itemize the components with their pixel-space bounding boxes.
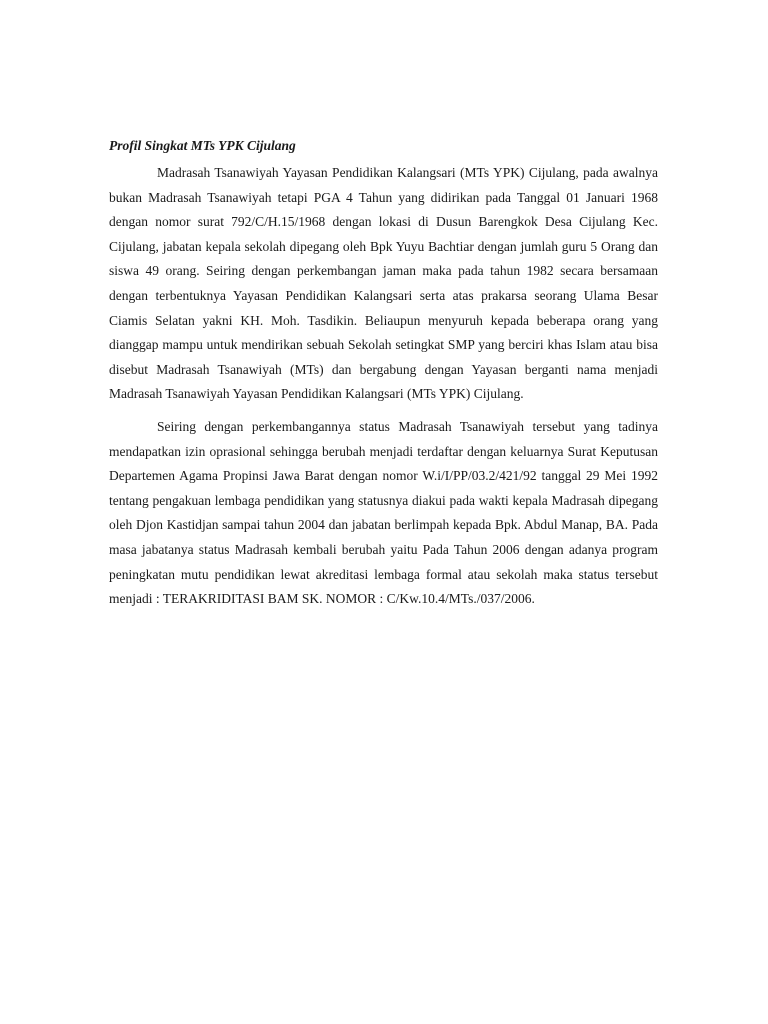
document-title: Profil Singkat MTs YPK Cijulang (109, 138, 296, 153)
document-body (109, 137, 658, 612)
paragraph-2: Seiring dengan perkembangannya status Madrasah Tsanawiyah tersebut yang tadinya mendapatkan izin oprasional sehingga berubah menjadi terdaftar dengan keluarnya Surat Keputusan Departemen Agama Propinsi Jawa Barat dengan nomor W.i/I/PP/03.2/421/92 tanggal 29 Mei 1992 tentang pengakuan lembaga pendidikan yang statusnya diakui pada wakti kepala Madrasah dipegang oleh Djon Kastidjan sampai tahun 2004 dan jabatan berlimpah kepada Bpk. Abdul Manap, BA. Pada masa jabatanya status Madrasah kembali berubah yaitu Pada Tahun 2006 dengan adanya program peningkatan mutu pendidikan lewat akreditasi lembaga formal atau sekolah maka status tersebut menjadi : TERAKRIDITASI BAM SK. NOMOR : C/Kw.10.4/MTs./037/2006. (109, 418, 658, 607)
paragraph-1: Madrasah Tsanawiyah Yayasan Pendidikan Kalangsari (MTs YPK) Cijulang, pada awalnya bukan Madrasah Tsanawiyah tetapi PGA 4 Tahun yang didirikan pada Tanggal 01 Januari 1968 dengan nomor surat 792/C/H.15/1968 dengan lokasi di Dusun Barengkok Desa Cijulang Kec. Cijulang, jabatan kepala sekolah dipegang oleh Bpk Yuyu Bachtiar dengan jumlah guru 5 Orang dan siswa 49 orang. Seiring dengan perkembangan jaman maka pada tahun 1982 secara bersamaan dengan terbentuknya Yayasan Pendidikan Kalangsari serta atas prakarsa seorang Ulama Besar Ciamis Selatan yakni KH. Moh. Tasdikin. Beliaupun menyuruh kepada beberapa orang yang dianggap mampu untuk mendirikan sebuah Sekolah setingkat SMP yang berciri khas Islam atau bisa disebut Madrasah Tsanawiyah (MTs) dan bergabung dengan Yayasan berganti nama menjadi Madrasah Tsanawiyah Yayasan Pendidikan Kalangsari (MTs YPK) Cijulang. (109, 165, 658, 402)
